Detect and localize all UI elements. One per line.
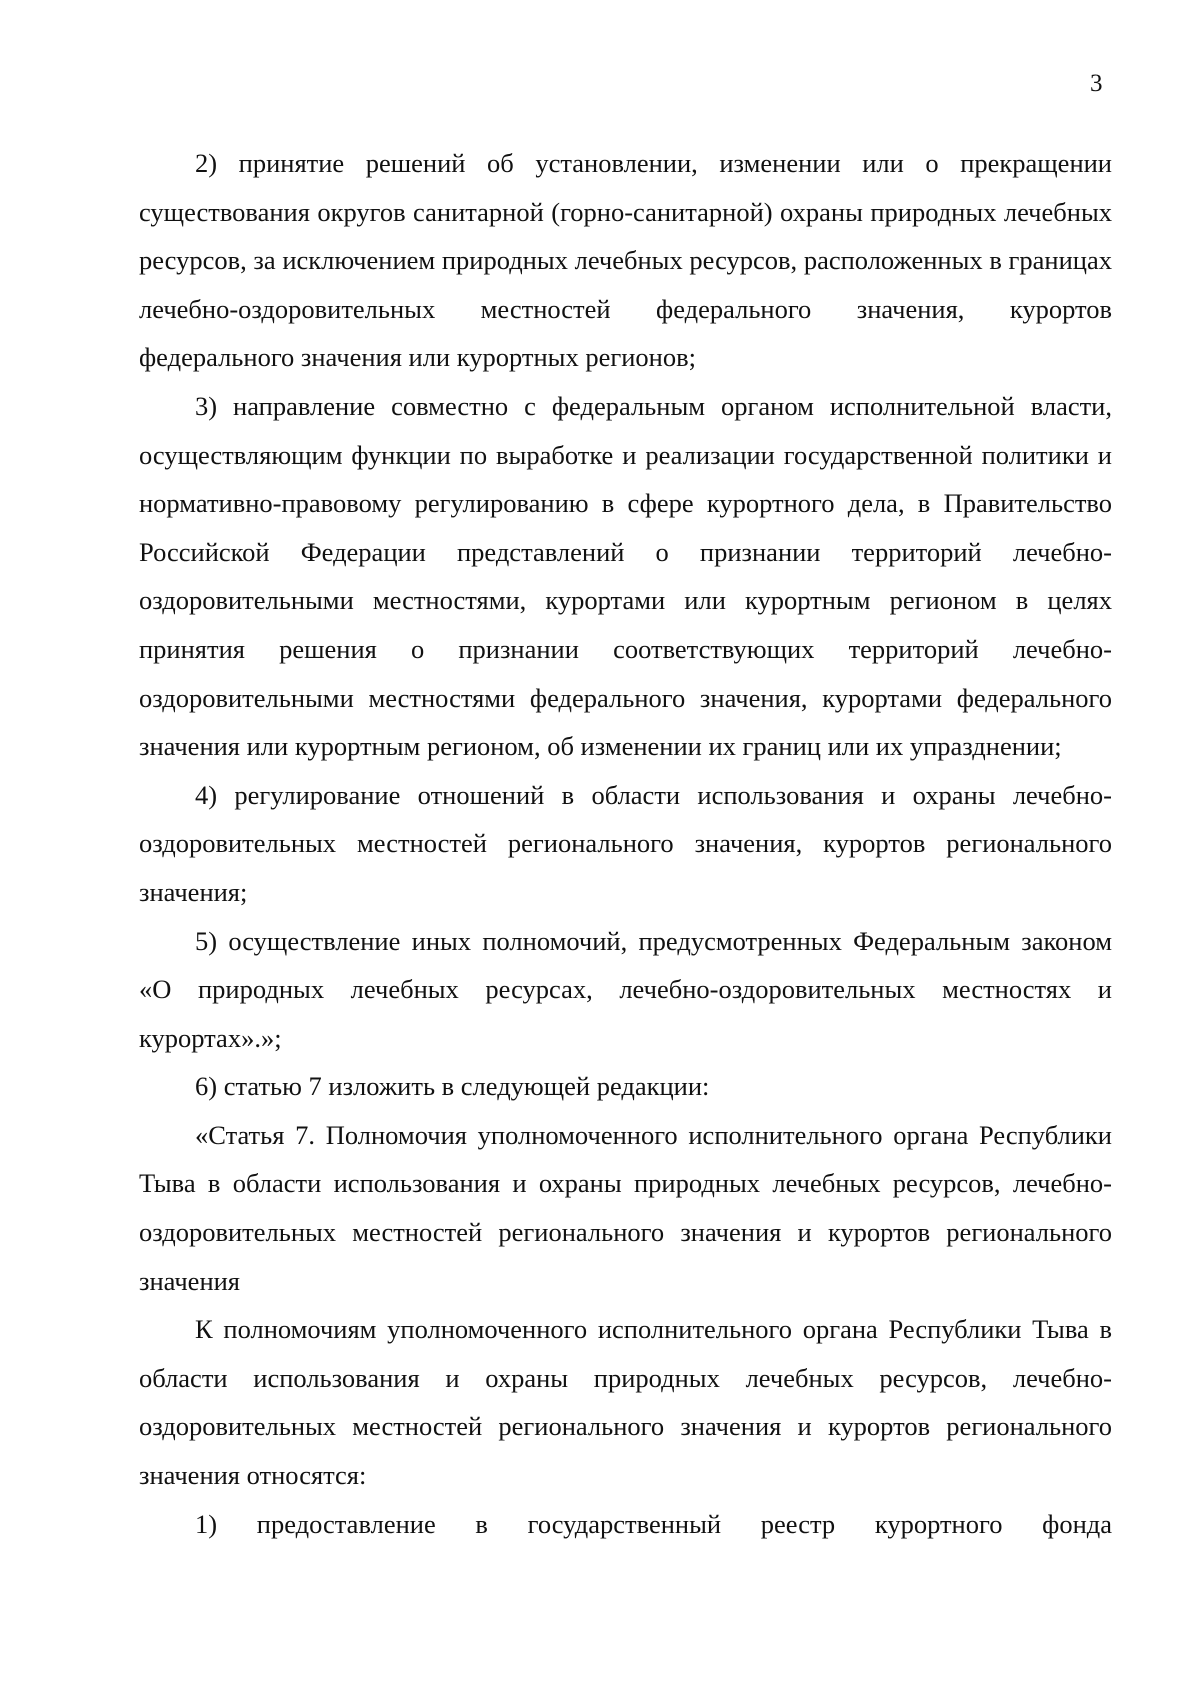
paragraph-item-5: 5) осуществление иных полномочий, предусмотренных Федеральным законом «О природных лечебных ресурсах, лечебно-оздоровительных местностях и курортах».»;: [139, 925, 1112, 1053]
paragraph-amendment-6: 6) статью 7 изложить в следующей редакции:: [195, 1071, 710, 1102]
article-7-heading: «Статья 7. Полномочия уполномоченного исполнительного органа Республики Тыва в области использования и охраны природных лечебных ресурсов, лечебно-оздоровительных местностей регионального значения и курортов регионального значения: [139, 1119, 1112, 1296]
paragraph-item-1: 1) предоставление в государственный реестр курортного фонда: [195, 1508, 1112, 1539]
article-7-intro: К полномочиям уполномоченного исполнительного органа Республики Тыва в области использования и охраны природных лечебных ресурсов, лечебно-оздоровительных местностей регионального значения и курортов регионального значения относятся:: [139, 1314, 1112, 1491]
page-number: 3: [1090, 70, 1103, 97]
paragraph-item-3: 3) направление совместно с федеральным органом исполнительной власти, осуществляющим функции по выработке и реализации государственной политики и нормативно-правовому регулированию в сфере курортного дела, в Правительство Российской Федерации представлений о признании территорий лечебно-оздоровительными местностями, курортами или курортным регионом в целях принятия решения о признании соответствующих территорий лечебно-оздоровительными местностями федерального значения, курортами федерального значения или курортным регионом, об изменении их границ или их упразднении;: [139, 390, 1112, 762]
paragraph-item-2: 2) принятие решений об установлении, изменении или о прекращении существования округов санитарной (горно-санитарной) охраны природных лечебных ресурсов, за исключением природных лечебных ресурсов, расположенных в границах лечебно-оздоровительных местностей федерального значения, курортов федерального значения или курортных регионов;: [139, 148, 1112, 373]
document-body: [139, 139, 1112, 1548]
paragraph-item-4: 4) регулирование отношений в области использования и охраны лечебно-оздоровительных местностей регионального значения, курортов регионального значения;: [139, 779, 1112, 907]
